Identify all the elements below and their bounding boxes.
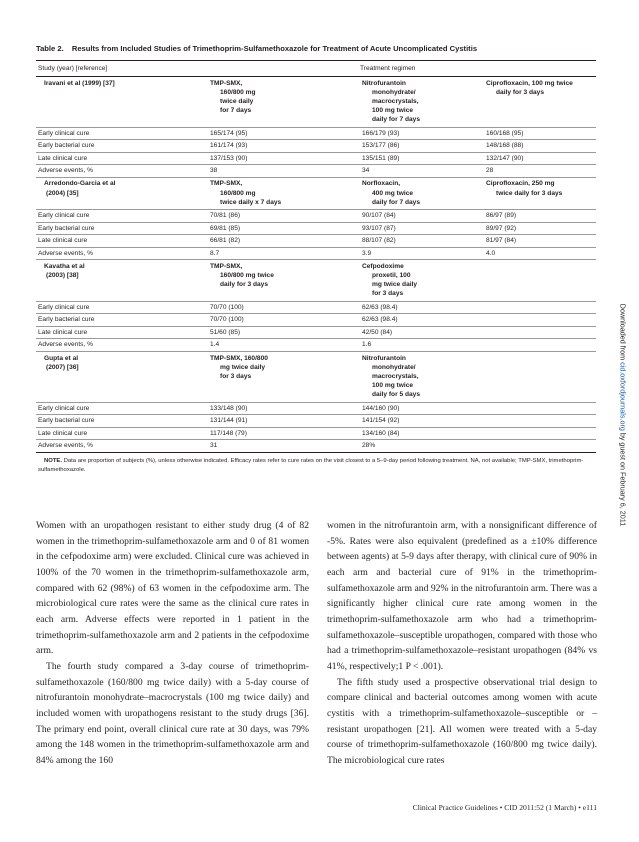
table-row <box>36 427 596 440</box>
outcome-value <box>484 427 596 440</box>
outcome-value: 86/97 (89) <box>484 210 596 223</box>
outcome-label: Adverse events, % <box>36 165 208 178</box>
table-number: Table 2. <box>36 44 64 53</box>
outcome-value: 166/179 (93) <box>360 127 484 140</box>
table-row <box>36 402 596 415</box>
treatment-arm-line: TMP-SMX, <box>210 180 243 188</box>
treatment-arm-line: 400 mg twice <box>372 189 414 197</box>
table-row <box>36 314 596 327</box>
treatment-arm-line: macrocrystals, <box>372 372 419 380</box>
outcome-value: 90/107 (84) <box>360 210 484 223</box>
results-table <box>36 60 596 474</box>
treatment-arm-line: proxetil, 100 <box>372 272 411 280</box>
study-reference-line: Kavatha et al <box>44 262 85 270</box>
outcome-value: 165/174 (95) <box>208 127 360 140</box>
body-paragraph: Women with an uropathogen resistant to either study drug (4 of 82 women in the trimethoprim-sulfamethoxazole arm and 0 of 81 women in the cefpodoxime arm) were excluded. Clinical cure was achieved in 100% of the 70 women in the trimethoprim-sulfamethoxazole arm, compared with 62 (98%) of 63 women in the cefpodoxime arm. The microbiological cure rates were the same as the clinical cure rates in each arm. Adverse effects were reported in 1 patient in the trimethoprim-sulfamethoxazole arm and 2 patients in the cefpodoxime arm. <box>36 520 309 657</box>
outcome-value: 70/70 (100) <box>208 314 360 327</box>
study-header-row <box>36 77 596 127</box>
table-row <box>36 440 596 452</box>
treatment-arm <box>208 352 360 403</box>
outcome-value: 28 <box>484 165 596 178</box>
table-title: Results from Included Studies of Trimethoprim-Sulfamethoxazole for Treatment of Acute Uncomplicated Cystitis <box>71 44 478 53</box>
outcome-value: 31 <box>208 440 360 452</box>
study-reference-line: (2003) [38] <box>46 272 79 280</box>
outcome-value: 42/50 (84) <box>360 326 484 339</box>
body-paragraph: The fifth study used a prospective observational trial design to compare clinical and bacterial outcomes among women with acute cystitis with a trimethoprim-sulfamethoxazole–susceptible or –resistant uropathogen [21]. All women were treated with a 5-day course of trimethoprim-sulfamethoxazole (160/800 mg twice daily). The microbiological cure rates <box>327 676 597 766</box>
treatment-arm <box>208 77 360 127</box>
study-reference-line: Iravani et al (1999) [37] <box>44 79 115 87</box>
watermark-prefix: Downloaded from <box>618 303 628 363</box>
treatment-arm-line: for 3 days <box>220 372 252 380</box>
outcome-value: 135/151 (89) <box>360 152 484 165</box>
treatment-arm-line: Ciprofloxacin, 250 mg <box>486 180 555 188</box>
treatment-arm-line: Nitrofurantoin <box>362 354 406 362</box>
outcome-label: Adverse events, % <box>36 247 208 260</box>
outcome-value: 62/63 (98.4) <box>360 314 484 327</box>
outcome-value: 148/168 (88) <box>484 140 596 153</box>
outcome-value: 161/174 (93) <box>208 140 360 153</box>
treatment-arm-line: macrocrystals, <box>372 97 419 105</box>
study-header-row <box>36 177 596 209</box>
outcome-value: 141/154 (92) <box>360 415 484 428</box>
treatment-arm <box>360 177 484 209</box>
outcome-value <box>484 415 596 428</box>
treatment-arm-line: Norfloxacin, <box>362 180 401 188</box>
study-reference-line: (2007) [36] <box>46 363 79 371</box>
body-column-left <box>36 518 309 769</box>
table-row <box>36 210 596 223</box>
outcome-label: Early bacterial cure <box>36 140 208 153</box>
results-table-grid <box>36 77 596 452</box>
outcome-value: 88/107 (82) <box>360 235 484 248</box>
table-note-label: NOTE. <box>44 457 62 464</box>
outcome-label: Early bacterial cure <box>36 222 208 235</box>
outcome-value: 89/97 (92) <box>484 222 596 235</box>
outcome-value: 62/63 (98.4) <box>360 301 484 314</box>
outcome-value: 81/97 (84) <box>484 235 596 248</box>
outcome-value: 69/81 (85) <box>208 222 360 235</box>
outcome-label: Late clinical cure <box>36 326 208 339</box>
treatment-arm-line: monohydrate/ <box>372 363 416 371</box>
watermark-link[interactable]: cid.oxfordjournals.org <box>618 362 628 431</box>
outcome-value: 132/147 (90) <box>484 152 596 165</box>
outcome-value: 51/60 (85) <box>208 326 360 339</box>
treatment-arm-line: mg twice daily <box>220 363 266 371</box>
outcome-value: 28% <box>360 440 484 452</box>
treatment-arm-line: twice daily <box>220 97 254 105</box>
treatment-arm <box>208 260 360 301</box>
table-row <box>36 247 596 260</box>
outcome-value <box>484 301 596 314</box>
outcome-value <box>484 339 596 352</box>
treatment-arm-line: monohydrate/ <box>372 88 416 96</box>
table-header <box>36 61 596 76</box>
study-reference <box>36 260 208 301</box>
treatment-arm-line: 160/800 mg twice <box>220 272 274 280</box>
outcome-value: 137/153 (90) <box>208 152 360 165</box>
body-paragraph: women in the nitrofurantoin arm, with a nonsignificant difference of -5%. Rates were also equivalent (predefined as a ±10% difference between agents) at 5-9 days after therapy, with clinical cure of 90% in each arm and bacterial cure of 91% in the trimethoprim-sulfamethoxazole arm and 92% in the nitrofurantoin arm. There was a significantly higher clinical cure rate among women in the trimethoprim-sulfamethoxazole arm who had a trimethoprim-sulfamethoxazole–susceptible uropathogen, compared with those who had a trimethoprim-sulfamethoxazole–resistant uropathogen (84% vs 41%, respectively;1 P < .001). <box>327 520 597 672</box>
outcome-value <box>484 402 596 415</box>
treatment-arm-line: twice daily for 3 days <box>496 189 563 197</box>
treatment-arm <box>360 77 484 127</box>
outcome-label: Adverse events, % <box>36 339 208 352</box>
outcome-label: Late clinical cure <box>36 152 208 165</box>
outcome-value: 34 <box>360 165 484 178</box>
treatment-arm-line: 160/800 mg <box>220 189 256 197</box>
outcome-value: 133/148 (90) <box>208 402 360 415</box>
outcome-label: Early clinical cure <box>36 127 208 140</box>
outcome-value: 131/144 (91) <box>208 415 360 428</box>
table-row <box>36 235 596 248</box>
body-column-right <box>327 518 597 769</box>
watermark-suffix: by guest on February 6, 2011 <box>618 430 628 527</box>
outcome-value: 70/70 (100) <box>208 301 360 314</box>
body-paragraph: The fourth study compared a 3-day course of trimethoprim-sulfamethoxazole (160/800 mg twice daily) with a 5-day course of nitrofurantoin monohydrate–macrocrystals (100 mg twice daily) and included women with uropathogens resistant to the study drugs [36]. The primary end point, overall clinical cure rate at 30 days, was 79% among the 148 women in the trimethoprim-sulfamethoxazole arm and 84% among the 160 <box>36 660 309 766</box>
outcome-value: 117/148 (79) <box>208 427 360 440</box>
outcome-value: 4.0 <box>484 247 596 260</box>
treatment-arm <box>360 260 484 301</box>
treatment-arm <box>484 352 596 403</box>
header-study: Study (year) [reference] <box>38 65 108 72</box>
outcome-value: 134/160 (84) <box>360 427 484 440</box>
outcome-label: Early bacterial cure <box>36 314 208 327</box>
treatment-arm-line: TMP-SMX, <box>210 79 243 87</box>
outcome-label: Early clinical cure <box>36 301 208 314</box>
outcome-value <box>484 326 596 339</box>
treatment-arm <box>208 177 360 209</box>
treatment-arm <box>484 77 596 127</box>
header-regimen: Treatment regimen <box>360 65 416 72</box>
table-row <box>36 339 596 352</box>
table-row <box>36 222 596 235</box>
outcome-label: Early clinical cure <box>36 402 208 415</box>
page-footer: Clinical Practice Guidelines • CID 2011:52 (1 March) • e111 <box>412 803 597 812</box>
table-row <box>36 165 596 178</box>
study-header-row <box>36 352 596 403</box>
table-note <box>36 453 596 474</box>
table-note-text: Data are proportion of subjects (%), unless otherwise indicated. Efficacy rates refer to cure rates on the visit closest to a 5–9-day period following treatment. NA, not available; TMP-SMX, trimethoprim-sulfamethoxazole. <box>38 457 584 473</box>
outcome-label: Late clinical cure <box>36 427 208 440</box>
treatment-arm-line: 100 mg twice <box>372 382 414 390</box>
treatment-arm-line: Ciprofloxacin, 100 mg twice <box>486 79 573 87</box>
outcome-value <box>484 314 596 327</box>
table-row <box>36 301 596 314</box>
treatment-arm <box>484 177 596 209</box>
outcome-value: 153/177 (86) <box>360 140 484 153</box>
treatment-arm-line: daily for 3 days <box>220 281 269 289</box>
study-reference <box>36 352 208 403</box>
treatment-arm-line: daily for 3 days <box>496 88 545 96</box>
treatment-arm-line: twice daily x 7 days <box>220 198 282 206</box>
treatment-arm-line: for 3 days <box>372 290 404 298</box>
outcome-label: Adverse events, % <box>36 440 208 452</box>
outcome-value: 70/81 (86) <box>208 210 360 223</box>
table-row <box>36 127 596 140</box>
treatment-arm <box>360 352 484 403</box>
outcome-value: 38 <box>208 165 360 178</box>
treatment-arm-line: Nitrofurantoin <box>362 79 406 87</box>
treatment-arm-line: 160/800 mg <box>220 88 256 96</box>
treatment-arm-line: 100 mg twice <box>372 107 414 115</box>
download-watermark <box>619 304 628 526</box>
outcome-value: 160/168 (95) <box>484 127 596 140</box>
treatment-arm-line: TMP-SMX, <box>210 262 243 270</box>
study-header-row <box>36 260 596 301</box>
study-reference <box>36 177 208 209</box>
treatment-arm <box>484 260 596 301</box>
treatment-arm-line: mg twice daily <box>372 281 418 289</box>
treatment-arm-line: daily for 7 days <box>372 116 421 124</box>
outcome-value: 8.7 <box>208 247 360 260</box>
outcome-value: 1.4 <box>208 339 360 352</box>
treatment-arm-line: for 7 days <box>220 107 252 115</box>
treatment-arm-line: daily for 5 days <box>372 391 421 399</box>
table-row <box>36 326 596 339</box>
outcome-value: 93/107 (87) <box>360 222 484 235</box>
study-reference <box>36 77 208 127</box>
outcome-label: Early bacterial cure <box>36 415 208 428</box>
study-reference-line: (2004) [35] <box>46 189 79 197</box>
study-reference-line: Gupta et al <box>44 354 79 362</box>
treatment-arm-line: TMP-SMX, 160/800 <box>210 354 268 362</box>
table-caption <box>36 44 596 53</box>
outcome-label: Late clinical cure <box>36 235 208 248</box>
treatment-arm-line: daily for 7 days <box>372 198 421 206</box>
outcome-value: 144/160 (90) <box>360 402 484 415</box>
table-row <box>36 140 596 153</box>
table-row <box>36 415 596 428</box>
outcome-label: Early clinical cure <box>36 210 208 223</box>
outcome-value <box>484 440 596 452</box>
treatment-arm-line: Cefpodoxime <box>362 262 404 270</box>
outcome-value: 3.9 <box>360 247 484 260</box>
outcome-value: 66/81 (82) <box>208 235 360 248</box>
study-reference-line: Arredondo-Garcia et al <box>44 180 116 188</box>
table-row <box>36 152 596 165</box>
outcome-value: 1.6 <box>360 339 484 352</box>
